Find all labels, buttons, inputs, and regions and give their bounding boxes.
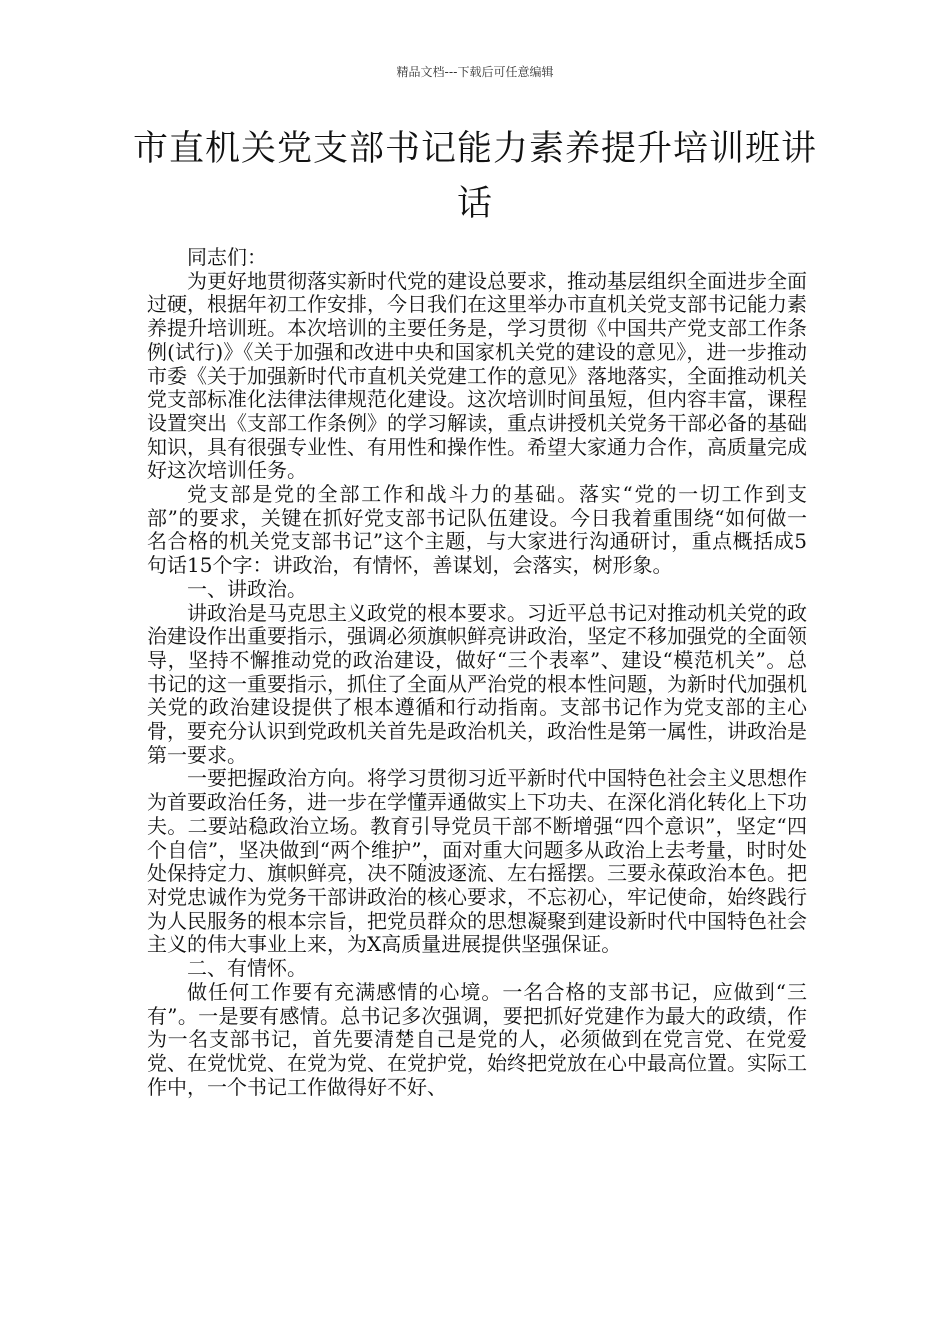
paragraph: 一要把握政治方向。将学习贯彻习近平新时代中国特色社会主义思想作为首要政治任务，进一步在学懂弄通做实上下功夫、在深化消化转化上下功夫。二要站稳政治立场。教育引导党员干部不断增强“四个意识”，坚定“四个自信”，坚决做到“两个维护”，面对重大问题多从政治上去考量，时时处处保持定力、旗帜鲜亮，决不随波逐流、左右摇摆。三要永葆政治本色。把对党忠诚作为党务干部讲政治的核心要求，不忘初心，牢记使命，始终践行为人民服务的根本宗旨，把党员群众的思想凝聚到建设新时代中国特色社会主义的伟大事业上来，为X高质量进展提供坚强保证。 xyxy=(147,766,807,957)
document-title: 市直机关党支部书记能力素养提升培训班讲话 xyxy=(132,129,817,224)
page-header: 精品文档---下载后可任意编辑 xyxy=(396,65,554,79)
section-heading: 一、讲政治。 xyxy=(187,576,307,601)
section-heading: 二、有情怀。 xyxy=(187,956,307,981)
salutation: 同志们： xyxy=(187,245,267,269)
paragraph: 为更好地贯彻落实新时代党的建设总要求，推动基层组织全面进步全面过硬，根据年初工作安排，今日我们在这里举办市直机关党支部书记能力素养提升培训班。本次培训的主要任务是，学习贯彻《中国共产党支部工作条例(试行)》《关于加强和改进中央和国家机关党的建设的意见》，进一步推动市委《关于加强新时代市直机关党建工作的意见》落地落实，全面推动机关党支部标准化法律法律规范化建设。这次培训时间虽短，但内容丰富，课程设置突出《支部工作条例》的学习解读，重点讲授机关党务干部必备的基础知识，具有很强专业性、有用性和操作性。希望大家通力合作，高质量完成好这次培训任务。 xyxy=(147,268,807,483)
paragraph: 党支部是党的全部工作和战斗力的基础。落实“党的一切工作到支部”的要求，关键在抓好党支部书记队伍建设。今日我着重围绕“如何做一名合格的机关党支部书记”这个主题，与大家进行沟通研讨，重点概括成5句话15个字：讲政治，有情怀，善谋划，会落实，树形象。 xyxy=(147,482,807,578)
paragraph: 讲政治是马克思主义政党的根本要求。习近平总书记对推动机关党的政治建设作出重要指示，强调必须旗帜鲜亮讲政治，坚定不移加强党的全面领导，坚持不懈推动党的政治建设，做好“三个表率”、建设“模范机关”。总书记的这一重要指示，抓住了全面从严治党的根本性问题，为新时代加强机关党的政治建设提供了根本遵循和行动指南。支部书记作为党支部的主心骨，要充分认识到党政机关首先是政治机关，政治性是第一属性，讲政治是第一要求。 xyxy=(147,600,807,767)
paragraph: 做任何工作要有充满感情的心境。一名合格的支部书记，应做到“三有”。一是要有感情。总书记多次强调，要把抓好党建作为最大的政绩，作为一名支部书记，首先要清楚自己是党的人，必须做到在党言党、在党爱党、在党忧党、在党为党、在党护党，始终把党放在心中最高位置。实际工作中，一个书记工作做得好不好、 xyxy=(147,979,807,1099)
document-body xyxy=(147,246,807,1099)
